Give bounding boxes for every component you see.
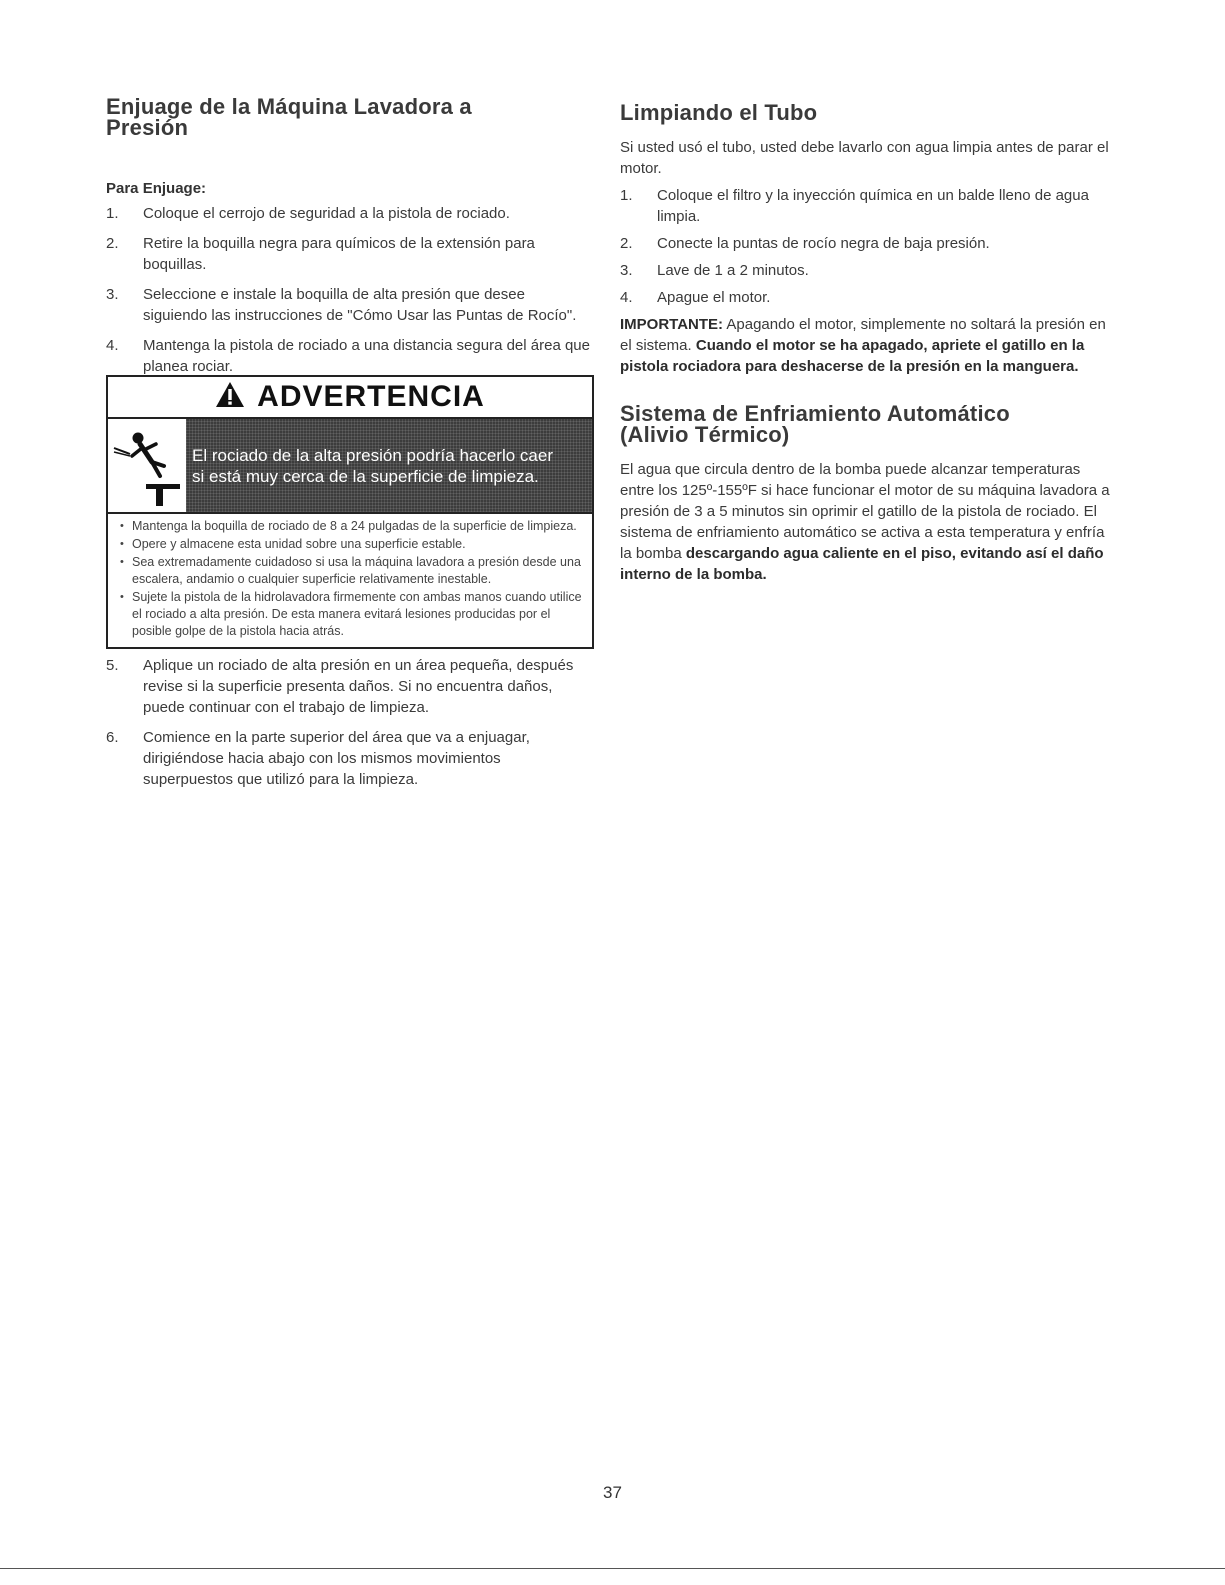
- list-item: 1. Coloque el filtro y la inyección química en un balde lleno de agua limpia.: [620, 187, 1089, 225]
- rinse-subheading: Para Enjuage:: [106, 180, 207, 197]
- page-number: 37: [603, 1483, 622, 1502]
- warning-header: [108, 377, 592, 419]
- rinse-steps-list: [106, 203, 593, 377]
- rinse-steps-list-continued: [106, 655, 593, 790]
- important-bold-text: Cuando el motor se ha apagado, apriete el gatillo en la pistola rociadora para deshacerse de la presión en la manguera.: [620, 337, 1085, 375]
- tube-steps-list: [620, 185, 1110, 308]
- warning-banner-line1: El rociado de la alta presión podría hacerlo caer: [192, 445, 553, 465]
- list-item: 1. Coloque el cerrojo de seguridad a la pistola de rociado.: [106, 205, 510, 222]
- list-item: 3. Lave de 1 a 2 minutos.: [620, 262, 809, 279]
- list-item: 4. Apague el motor.: [620, 289, 771, 306]
- warning-banner: [186, 419, 592, 512]
- important-text: Apagando el motor, simplemente no soltará la presión en el sistema.: [620, 316, 1106, 354]
- important-note: [620, 314, 1110, 377]
- list-item: 6. Comience en la parte superior del área que va a enjuagar, dirigiéndose hacia abajo con los mismos movimientos superpuestos que utilizó para la limpieza.: [106, 729, 530, 788]
- list-item: 2. Retire la boquilla negra para químicos de la extensión para boquillas.: [106, 235, 535, 273]
- section-title-rinse: Enjuage de la Máquina Lavadora a Presión: [106, 94, 472, 140]
- warning-box: [106, 375, 594, 649]
- tube-intro: Si usted usó el tubo, usted debe lavarlo con agua limpia antes de parar el motor.: [620, 139, 1109, 177]
- list-item: 2. Conecte la puntas de rocío negra de baja presión.: [620, 235, 990, 252]
- list-item: 5. Aplique un rociado de alta presión en un área pequeña, después revise si la superficie presenta daños. Si no encuentra daños, puede continuar con el trabajo de limpieza.: [106, 657, 574, 716]
- list-item: • Opere y almacene esta unidad sobre una superficie estable.: [120, 536, 584, 553]
- list-item: • Mantenga la boquilla de rociado de 8 a 24 pulgadas de la superficie de limpieza.: [120, 518, 584, 535]
- list-item: • Sea extremadamente cuidadoso si usa la máquina lavadora a presión desde una escalera, andamio o cualquier superficie relativamente inestable.: [120, 554, 584, 588]
- cooling-bold-text: descargando agua caliente en el piso, evitando así el daño interno de la bomba.: [620, 545, 1104, 583]
- section-title-cooling: Sistema de Enfriamiento Automático (Alivio Térmico): [620, 401, 1010, 447]
- left-column: [106, 96, 593, 799]
- warning-triangle-icon: [215, 381, 245, 413]
- right-column: [620, 102, 1110, 585]
- important-label: IMPORTANTE:: [620, 316, 724, 333]
- falling-person-icon: [108, 419, 186, 512]
- warning-hazard-row: [108, 419, 592, 514]
- list-item: • Sujete la pistola de la hidrolavadora firmemente con ambas manos cuando utilice el rociado a alta presión. De esta manera evitará lesiones producidas por el posible golpe de la pistola hacia atrás.: [120, 589, 584, 640]
- warning-bullets: [108, 514, 592, 647]
- section-title-tube: Limpiando el Tubo: [620, 100, 818, 125]
- warning-banner-line2: si está muy cerca de la superficie de limpieza.: [192, 466, 539, 486]
- list-item: 4. Mantenga la pistola de rociado a una distancia segura del área que planea rociar.: [106, 337, 590, 375]
- cooling-text: El agua que circula dentro de la bomba puede alcanzar temperaturas entre los 125º-155ºF si hace funcionar el motor de su máquina lavadora a presión de 3 a 5 minutos sin oprimir el gatillo de la pistola de rociado. El sistema de enfriamiento automático se activa a esta temperatura y enfría la bomba descargando agua caliente en el piso, evitando así el daño interno de la bomba.: [620, 461, 1110, 583]
- divider: [0, 1568, 1225, 1569]
- list-item: 3. Seleccione e instale la boquilla de alta presión que desee siguiendo las instrucciones de "Cómo Usar las Puntas de Rocío".: [106, 286, 577, 324]
- warning-title: ADVERTENCIA: [257, 380, 485, 413]
